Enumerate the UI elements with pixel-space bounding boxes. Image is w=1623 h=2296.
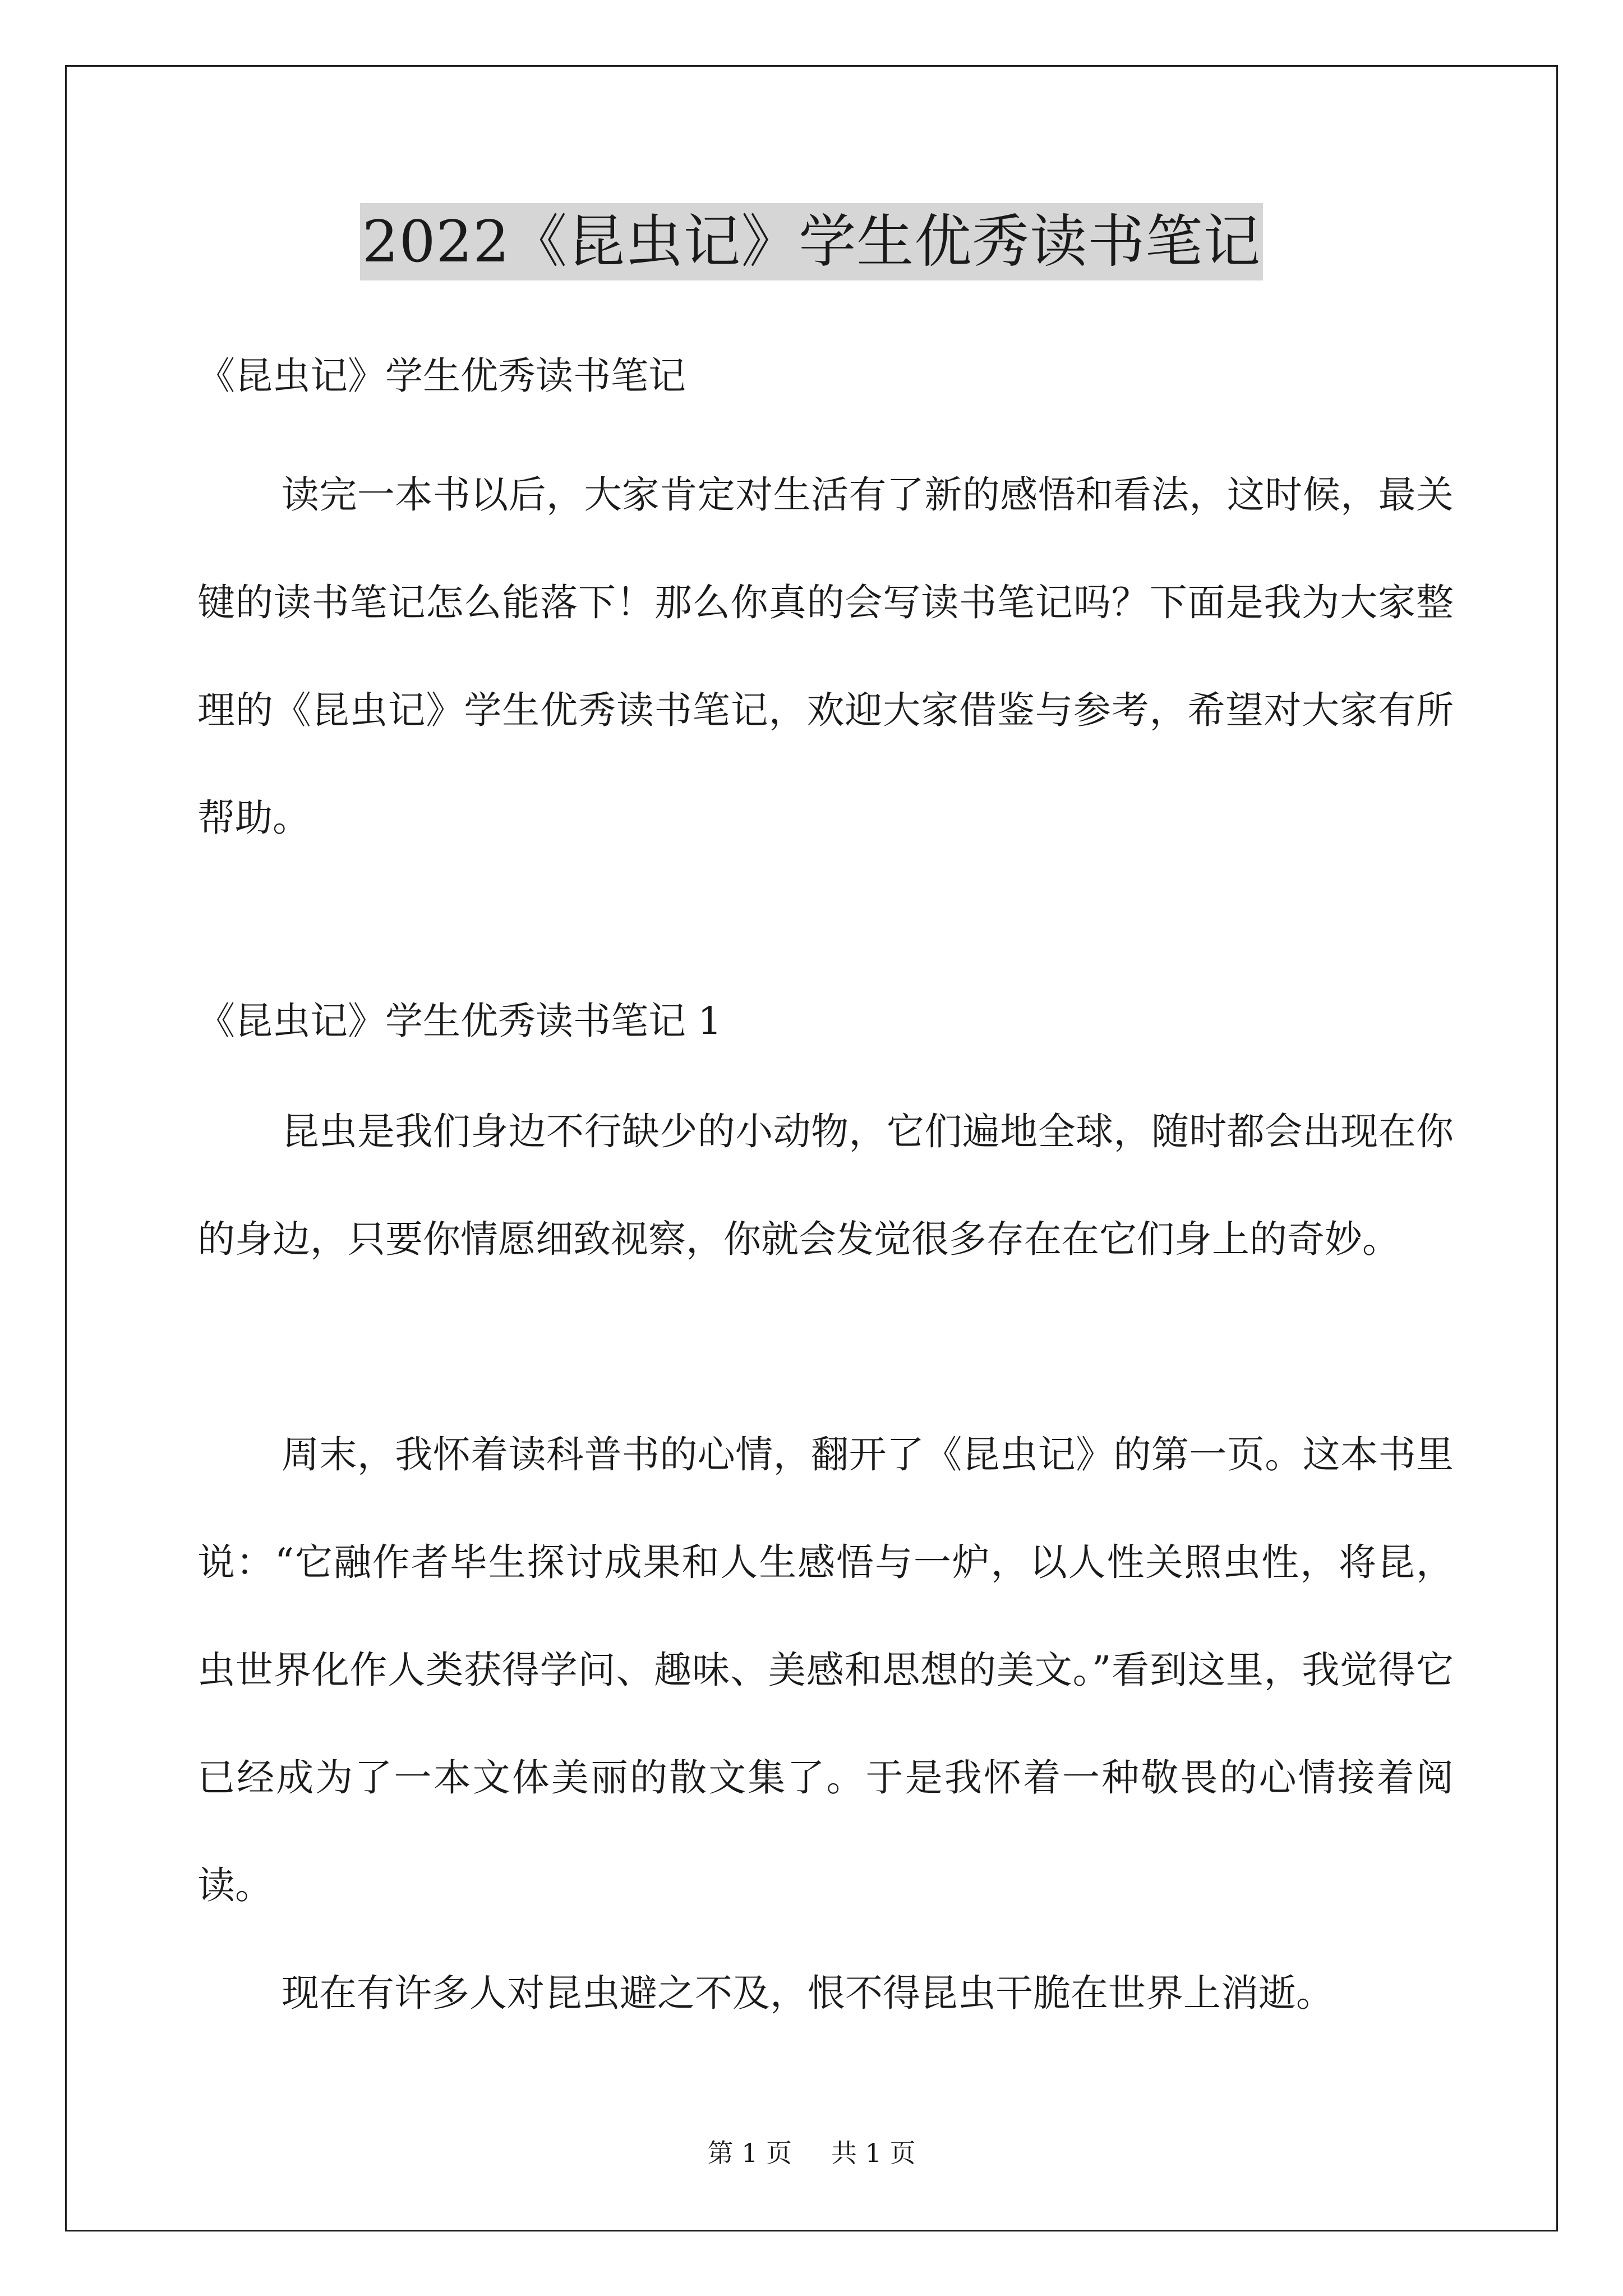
document-subtitle: 《昆虫记》学生优秀读书笔记 (197, 354, 686, 398)
page-number-total: 共 1 页 (831, 2138, 916, 2168)
document-title: 2022《昆虫记》学生优秀读书笔记 (360, 203, 1264, 280)
title-container (0, 203, 1623, 280)
intro-paragraph: 读完一本书以后，大家肯定对生活有了新的感悟和看法，这时候，最关键的读书笔记怎么能落下！那么你真的会写读书笔记吗？下面是我为大家整理的《昆虫记》学生优秀读书笔记，欢迎大家借鉴与参考，希望对大家有所帮助。 (197, 473, 1454, 840)
body-paragraph-2: 周末，我怀着读科普书的心情，翻开了《昆虫记》的第一页。这本书里说：“它融作者毕生探讨成果和人生感悟与一炉，以人性关照虫性，将昆，虫世界化作人类获得学问、趣味、美感和思想的美文。”看到这里，我觉得它已经成为了一本文体美丽的散文集了。于是我怀着一种敬畏的心情接着阅读。 (197, 1433, 1454, 1907)
section-heading: 《昆虫记》学生优秀读书笔记 1 (197, 999, 722, 1043)
page-number-current: 第 1 页 (707, 2138, 792, 2168)
page-footer (0, 2136, 1623, 2170)
body-paragraph-1: 昆虫是我们身边不行缺少的小动物，它们遍地全球，随时都会出现在你的身边，只要你情愿细致视察，你就会发觉很多存在在它们身上的奇妙。 (197, 1110, 1454, 1261)
body-paragraph-3: 现在有许多人对昆虫避之不及，恨不得昆虫干脆在世界上消逝。 (282, 1971, 1334, 2015)
